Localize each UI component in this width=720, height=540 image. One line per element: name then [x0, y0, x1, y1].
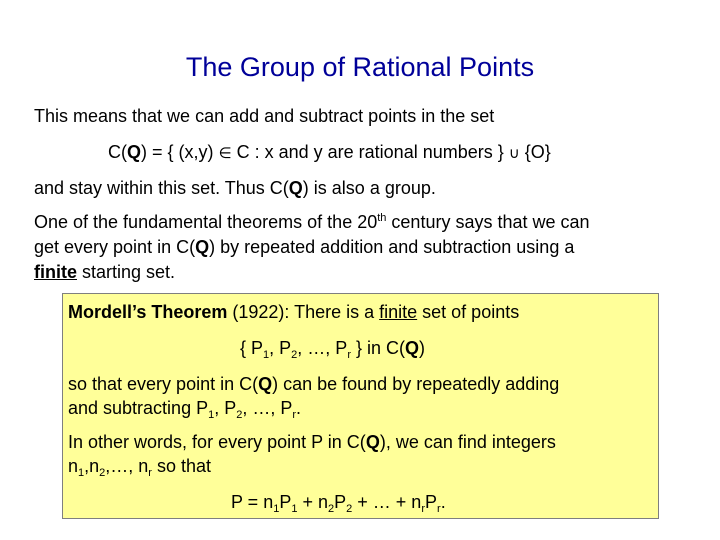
element-of-symbol: ∈	[218, 144, 232, 162]
points-set: { $P_1$, $P_2$, …, $P_r$ } in C(Q)	[240, 338, 426, 361]
fundamental-line-2: get every point in C(Q) by repeated addition and subtraction using a	[34, 237, 575, 257]
formula: $P = n_1P_1 + n_2P_2$ + … + $n_rP_r$.	[231, 492, 446, 515]
fundamental-line-1: One of the fundamental theorems of the 20th century says that we can	[34, 212, 590, 232]
slide-title: The Group of Rational Points	[185, 52, 535, 82]
theorem-heading: Mordell’s Theorem (1922): There is a finite set of points	[68, 302, 520, 322]
theorem-line-6: $n_1,n_2,\dots$, $n_r$ so that	[68, 456, 212, 479]
theorem-line-3: so that every point in C(Q) can be found by repeatedly adding	[68, 374, 560, 394]
stay-text: and stay within this set. Thus C(Q) is also a group.	[34, 178, 436, 198]
theorem-box	[62, 293, 659, 519]
union-symbol: ∪	[508, 144, 520, 162]
theorem-line-4: and subtracting $P_1$, $P_2$, …, $P_r$.	[68, 398, 302, 421]
set-definition: C(Q) = { (x,y) ∈ C : x and y are rational numbers } ∪ {O}	[108, 142, 551, 162]
theorem-name: Mordell’s Theorem	[68, 302, 228, 322]
fundamental-line-3: finite starting set.	[34, 262, 176, 282]
intro-text: This means that we can add and subtract points in the set	[34, 106, 495, 126]
theorem-line-5: In other words, for every point P in C(Q), we can find integers	[68, 432, 556, 452]
